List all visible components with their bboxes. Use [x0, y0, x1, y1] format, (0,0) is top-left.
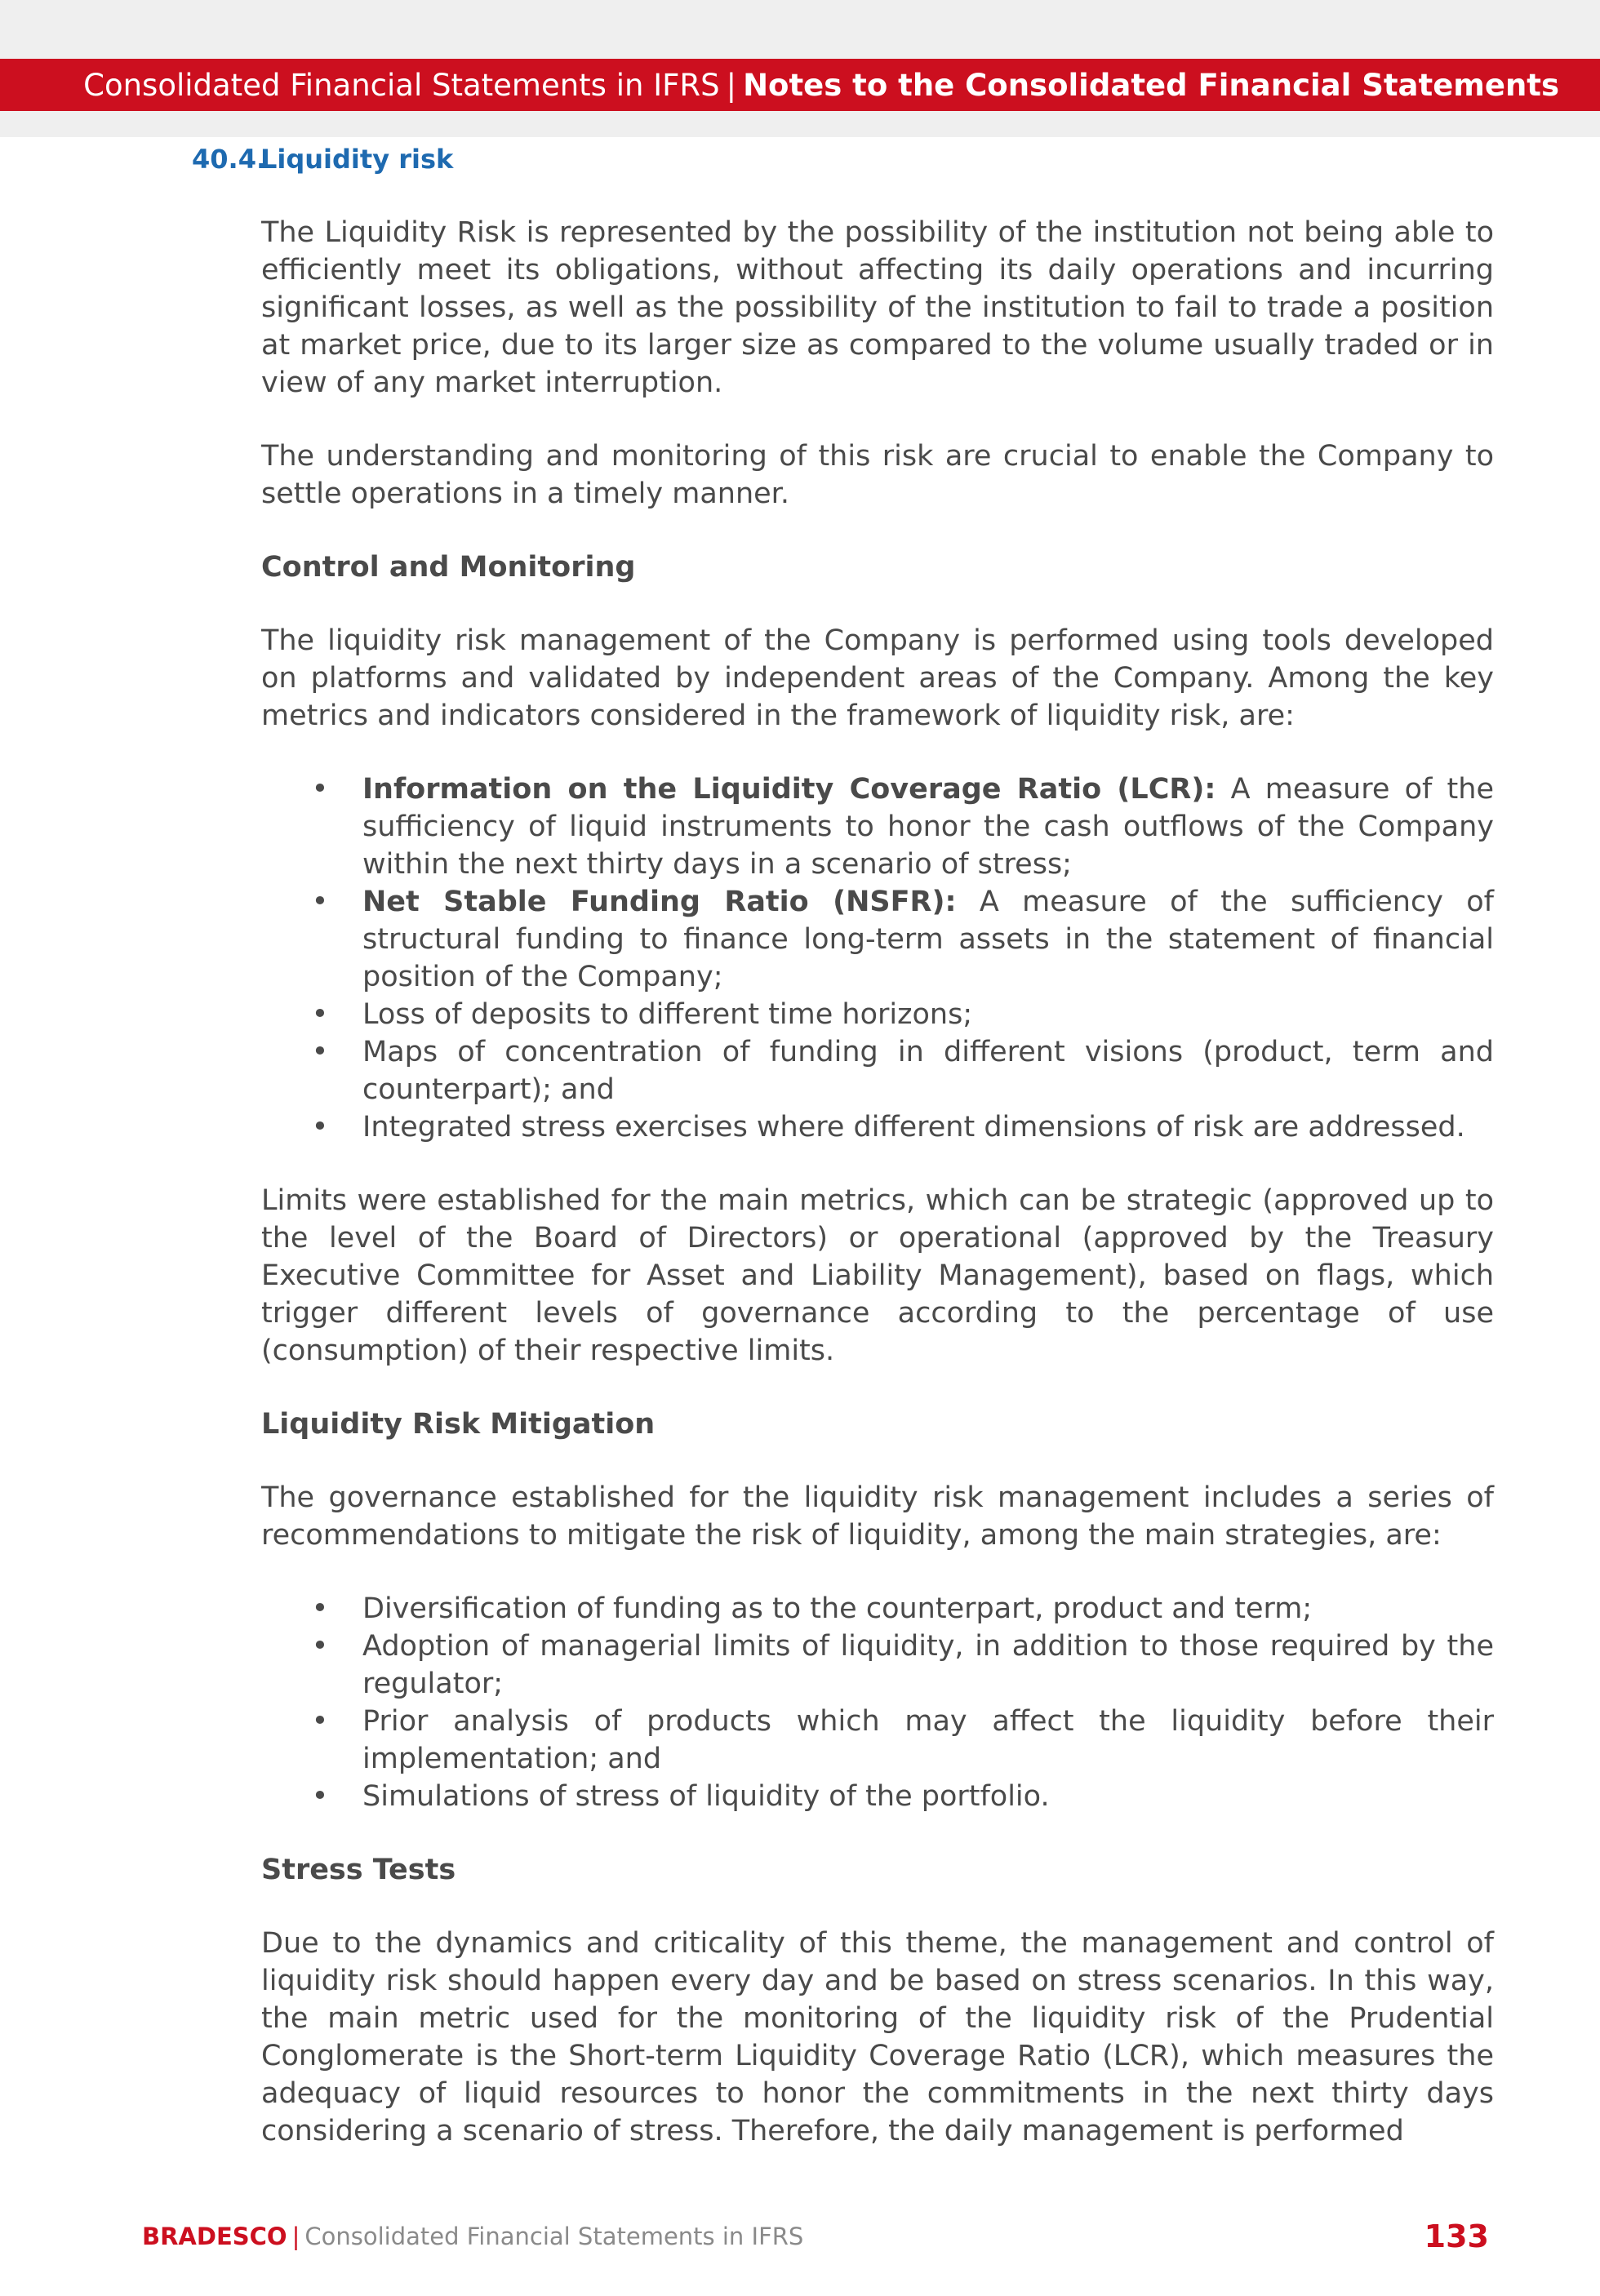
- header-under-band: [0, 111, 1600, 137]
- subheading-stress-tests: Stress Tests: [261, 1854, 456, 1886]
- bullet-icon: •: [311, 773, 329, 806]
- subheading-liquidity-risk-mitigation: Liquidity Risk Mitigation: [261, 1408, 656, 1441]
- paragraph-intro-2: The understanding and monitoring of this risk are crucial to enable the Company to settle operations in a timely manner.: [261, 440, 1494, 510]
- footer-brand: BRADESCO: [142, 2223, 287, 2250]
- section-heading: [192, 144, 453, 175]
- list-item: • Maps of concentration of funding in different visions (product, term and counterpart); and: [261, 1033, 1494, 1108]
- bullet-icon: •: [311, 1036, 329, 1068]
- page-header: [0, 59, 1600, 111]
- section-title: Liquidity risk: [260, 144, 454, 175]
- section-number: 40.4.: [192, 144, 267, 175]
- list-item: • Adoption of managerial limits of liquidity, in addition to those required by the regulator;: [261, 1628, 1494, 1703]
- body-content: [261, 214, 1494, 2150]
- bullet-icon: •: [311, 998, 329, 1031]
- paragraph-mitigation: The governance established for the liquidity risk management includes a series of recommendations to mitigate the risk of liquidity, among the main strategies, are:: [261, 1481, 1494, 1552]
- list-item: • Simulations of stress of liquidity of the portfolio.: [261, 1778, 1494, 1815]
- list-item: • Information on the Liquidity Coverage Ratio (LCR): A measure of the sufficiency of liquid instruments to honor the cash outflows of the Company within the next thirty days in a scenario of stress;: [261, 771, 1494, 883]
- subheading-control-monitoring: Control and Monitoring: [261, 551, 636, 584]
- bullet-icon: •: [311, 1780, 329, 1813]
- bullet-icon: •: [311, 1592, 329, 1625]
- top-band: [0, 0, 1600, 59]
- list-item: • Net Stable Funding Ratio (NSFR): A measure of the sufficiency of structural funding to finance long-term assets in the statement of financial position of the Company;: [261, 883, 1494, 996]
- metrics-list: [261, 771, 1494, 1146]
- mitigation-list: [261, 1590, 1494, 1815]
- paragraph-intro-1: The Liquidity Risk is represented by the possibility of the institution not being able to efficiently meet its obligations, without affecting its daily operations and incurring significant losses, as well as the possibility of the institution to fail to trade a position at market price, due to its larger size as compared to the volume usually traded or in view of any market interruption.: [261, 216, 1494, 399]
- header-section-title: Notes to the Consolidated Financial Statements: [743, 67, 1559, 103]
- footer-separator: |: [291, 2223, 300, 2250]
- paragraph-stress: Due to the dynamics and criticality of this theme, the management and control of liquidity risk should happen every day and be based on stress scenarios. In this way, the main metric used for the monitoring of the liquidity risk of the Prudential Conglomerate is the Short-term Liquidity Coverage Ratio (LCR), which measures the adequacy of liquid resources to honor the commitments in the next thirty days considering a scenario of stress. Therefore, the daily management is performed: [261, 1927, 1494, 2147]
- bullet-icon: •: [311, 1630, 329, 1663]
- list-item: • Integrated stress exercises where different dimensions of risk are addressed.: [261, 1108, 1494, 1146]
- paragraph-control: The liquidity risk management of the Company is performed using tools developed on platforms and validated by independent areas of the Company. Among the key metrics and indicators considered in the framework of liquidity risk, are:: [261, 624, 1494, 732]
- paragraph-limits: Limits were established for the main metrics, which can be strategic (approved up to the level of the Board of Directors) or operational (approved by the Treasury Executive Committee for Asset and Liability Management), based on flags, which trigger different levels of governance according to the percentage of use (consumption) of their respective limits.: [261, 1184, 1494, 1367]
- bullet-icon: •: [311, 1111, 329, 1144]
- page-number: 133: [1424, 2218, 1489, 2254]
- header-doc-title: Consolidated Financial Statements in IFRS: [83, 67, 720, 103]
- bullet-icon: •: [311, 1705, 329, 1738]
- bullet-icon: •: [311, 886, 329, 918]
- list-item: • Loss of deposits to different time horizons;: [261, 996, 1494, 1033]
- footer-left: [142, 2223, 803, 2250]
- header-separator: |: [726, 67, 737, 103]
- page-footer: [142, 2216, 1489, 2257]
- footer-doc-title: Consolidated Financial Statements in IFRS: [304, 2223, 804, 2250]
- list-item: • Prior analysis of products which may affect the liquidity before their implementation; and: [261, 1703, 1494, 1778]
- list-item: • Diversification of funding as to the counterpart, product and term;: [261, 1590, 1494, 1628]
